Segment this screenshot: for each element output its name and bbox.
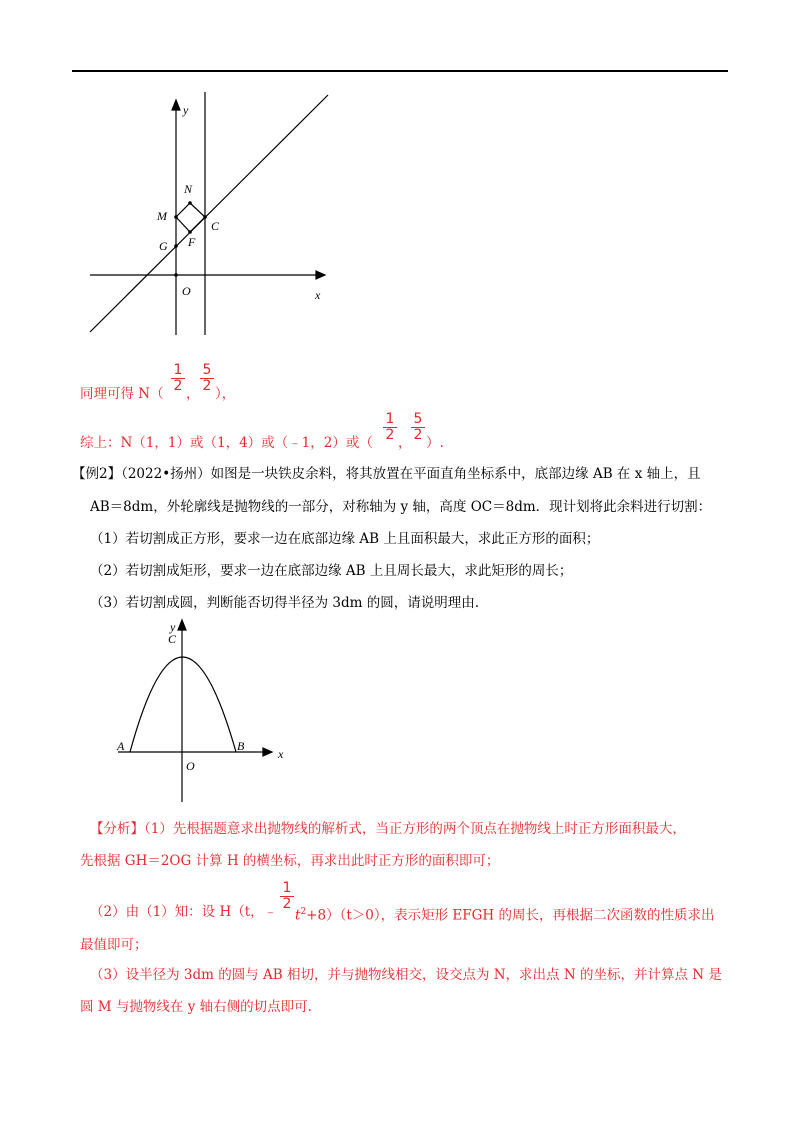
diagonal-line xyxy=(90,95,328,332)
line1-frac2-num: 5 xyxy=(200,363,214,379)
square-mnfc xyxy=(176,203,205,232)
line2-suffix: ）. xyxy=(426,435,444,451)
y-axis-arrow xyxy=(178,620,186,630)
figure-1-labels xyxy=(156,103,321,302)
label-b: B xyxy=(237,739,245,753)
label-a: A xyxy=(117,739,125,753)
label-c: C xyxy=(211,219,220,233)
figure-1-graph xyxy=(85,92,345,342)
line2-fraction-1 xyxy=(383,412,397,443)
figure-2-parabola xyxy=(110,612,330,812)
line2-frac2-num: 5 xyxy=(411,412,425,428)
point-f xyxy=(188,230,192,234)
label-o: O xyxy=(186,759,195,773)
line1-frac1-num: 1 xyxy=(171,363,185,379)
line3-prefix: （2）由（1）知：设 H（t，﹣ xyxy=(90,904,278,920)
label-f: F xyxy=(188,235,196,249)
question-1: （1）若切割成正方形，要求一边在底部边缘 AB 上且面积最大，求此正方形的面积； xyxy=(90,531,600,547)
analysis-line-6: 圆 M 与抛物线在 y 轴右侧的切点即可. xyxy=(80,999,312,1015)
question-3: （3）若切割成圆，判断能否切得半径为 3dm 的圆，请说明理由. xyxy=(90,595,479,611)
analysis-line-3-rest: $t^2+8)(t>0)$，表示矩形 EFGH 的周长，再根据二次函数的性质求出 xyxy=(295,907,715,924)
line2-frac1-num: 1 xyxy=(383,412,397,428)
label-n: N xyxy=(184,182,193,196)
line1-suffix: ）， xyxy=(215,386,236,402)
analysis-line-4: 最值即可； xyxy=(80,937,148,953)
line1-frac1-den: 2 xyxy=(173,378,183,394)
y-axis-arrow xyxy=(172,100,180,110)
label-y: y xyxy=(170,620,176,634)
line1-prefix: 同理可得 N（ xyxy=(80,386,164,402)
line1-comma: ， xyxy=(186,386,200,402)
question-2: （2）若切割成矩形，要求一边在底部边缘 AB 上且周长最大，求此矩形的周长； xyxy=(90,563,573,579)
line1-fraction-1 xyxy=(171,363,185,394)
header-rule xyxy=(72,70,728,72)
line1-fraction-2 xyxy=(200,363,214,394)
label-x: x xyxy=(315,288,321,302)
conclusion-line-2 xyxy=(80,434,373,452)
point-m xyxy=(174,215,178,219)
analysis-line-1: 【分析】（1）先根据题意求出抛物线的解析式，当正方形的两个顶点在抛物线上时正方形面积最大， xyxy=(90,821,686,837)
point-g xyxy=(174,244,178,248)
point-o xyxy=(174,273,178,277)
parabola-curve xyxy=(130,657,236,752)
line2-frac1-den: 2 xyxy=(385,427,395,443)
conclusion-line-1 xyxy=(80,385,164,403)
analysis-line-2: 先根据 GH＝2OG 计算 H 的横坐标，再求出此时正方形的面积即可； xyxy=(80,853,500,869)
line2-prefix: 综上：N（1，1）或（1，4）或（﹣1，2）或（ xyxy=(80,435,373,451)
analysis-fraction: $\frac{1}{2}$ xyxy=(280,881,294,912)
line1-frac2-den: 2 xyxy=(202,378,212,394)
line2-fraction-2 xyxy=(411,412,425,443)
analysis-line-5: （3）设半径为 3dm 的圆与 AB 相切，并与抛物线相交，设交点为 N，求出点 N 的坐标，并计算点 N 是 xyxy=(90,967,722,983)
x-axis-arrow xyxy=(316,271,325,279)
line2-comma: ， xyxy=(398,435,412,451)
label-g: G xyxy=(159,239,168,253)
label-y: y xyxy=(183,103,189,117)
line2-frac2-den: 2 xyxy=(413,427,423,443)
label-x: x xyxy=(278,747,284,761)
label-o: O xyxy=(182,284,191,298)
label-c: C xyxy=(168,632,177,646)
example-line-2: AB＝8dm，外轮廓线是抛物线的一部分，对称轴为 y 轴，高度 OC＝8dm．现计划将此余料进行切割： xyxy=(90,499,712,515)
label-m: M xyxy=(157,209,167,223)
point-n xyxy=(188,201,192,205)
x-axis-arrow xyxy=(263,748,272,756)
analysis-line-3 xyxy=(90,903,277,921)
point-c xyxy=(203,215,207,219)
example-line-1: 【例2】（2022•扬州）如图是一块铁皮余料，将其放置在平面直角坐标系中，底部边缘 AB 在 x 轴上，且 xyxy=(72,466,701,482)
figure-2-labels xyxy=(116,620,284,773)
